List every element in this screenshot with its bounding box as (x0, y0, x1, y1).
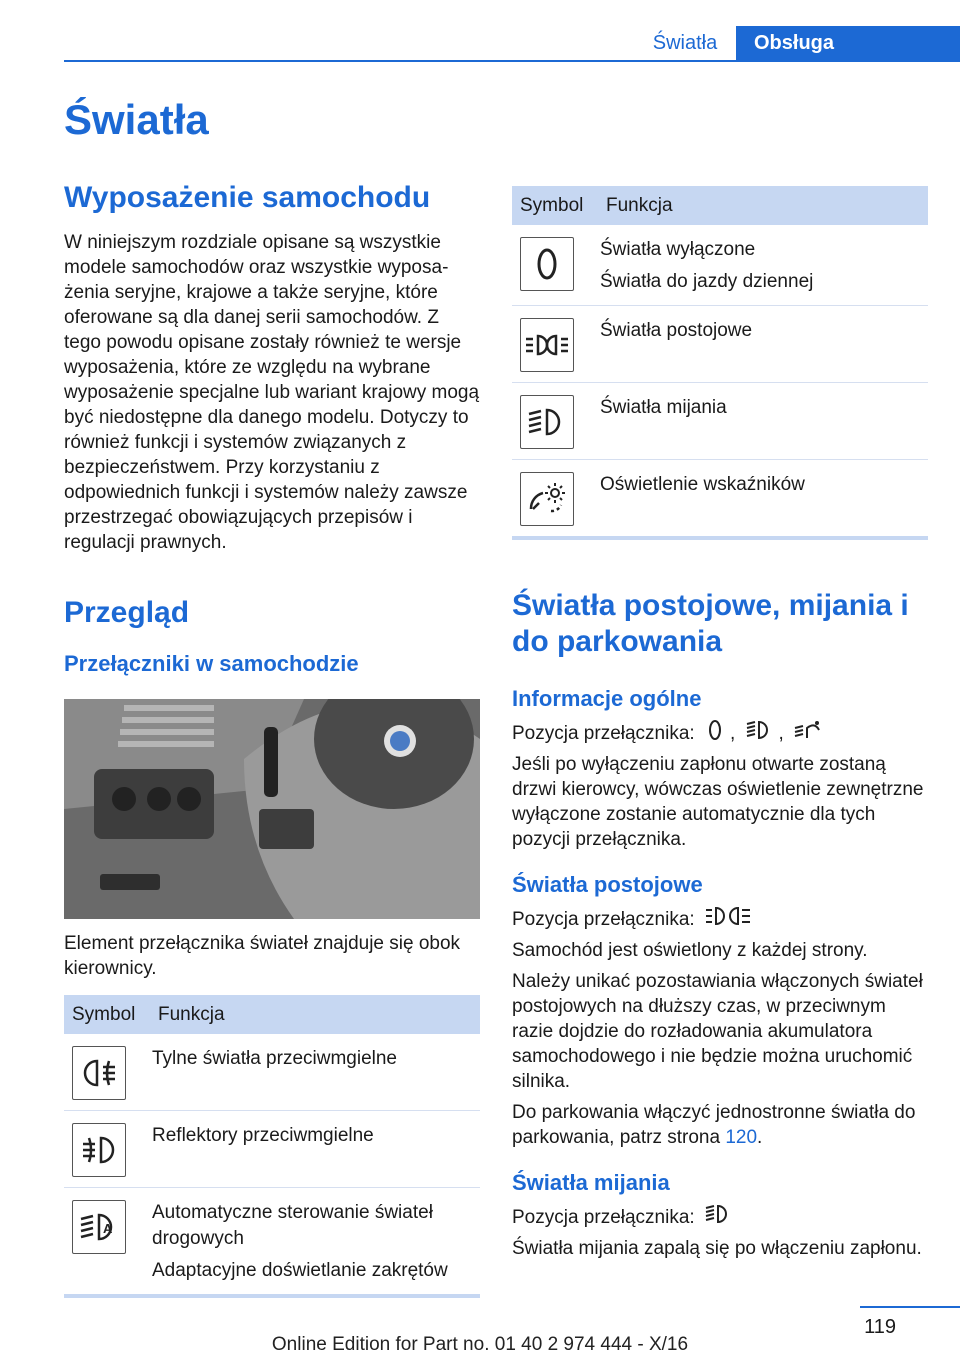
parking-light-icon (520, 318, 574, 372)
parking-light-icon (745, 718, 775, 742)
low-beam-icon (520, 395, 574, 449)
header-rule (64, 60, 960, 62)
column-header-function: Funkcja (598, 186, 928, 225)
equipment-heading: Wyposażenie samochodu (64, 181, 431, 214)
separator: , (729, 723, 736, 744)
position-label: Pozycja przełącznika: (512, 1207, 695, 1228)
instrument-lighting-icon (793, 718, 823, 742)
parking-text-3-pre: Do parkowania włączyć jednostronne światła do parkowania, patrz strona (512, 1102, 916, 1148)
parking-light-icon (704, 904, 752, 928)
section2-heading: Światła postojowe, mijania i do parkowania (512, 589, 909, 658)
function-text: Automatyczne sterowanie świateł drogowych (152, 1202, 433, 1249)
equipment-text: W niniejszym rozdziale opisane są wszystkie modele samochodów oraz wszystkie wyposażenia seryjne, krajowe a także seryjne, które oferowane są dla danej serii samochodów. Z tego powodu opisane zostały również te wersje wyposażenia, które ze względu na wybrane wyposażenie specjalne lub wariant krajowy mogą być niedostępne dla danego modelu. Dotyczy to również funkcji i systemów związanych z bezpieczeństwem. Przy korzystaniu z odpowiednich funkcji i systemów należy zawsze przestrzegać obowiązujących przepisów i regulacji prawnych. (64, 232, 480, 553)
lowbeam-position (512, 1202, 928, 1230)
svg-text:A: A (103, 1221, 113, 1236)
front-fog-light-icon (72, 1123, 126, 1177)
symbols-table-left (64, 995, 480, 1298)
lowbeam-text: Światła mijania zapalą się po włączeniu zapłonu. (512, 1238, 922, 1259)
symbols-table-right (512, 186, 928, 540)
lights-off-icon (704, 718, 726, 742)
function-text: Reflektory przeciwmgielne (152, 1125, 374, 1146)
overview-heading: Przegląd (64, 596, 190, 629)
parking-text-2: Należy unikać pozostawiania włączonych świateł postojowych na dłuższy czas, w przeciwnym razie dojdzie do rozładowania akumulatora samochodowego i nie będzie można uruchomić silnika. (512, 971, 923, 1092)
footer-edition: Online Edition for Part no. 01 40 2 974 444 - X/16 (271, 1334, 689, 1355)
parking-text-3 (512, 1100, 928, 1150)
lowbeam-heading: Światła mijania (512, 1170, 670, 1195)
position-label: Pozycja przełącznika: (512, 723, 695, 744)
instrument-lighting-icon (520, 472, 574, 526)
page-link[interactable]: 120 (725, 1127, 758, 1148)
table-row (512, 225, 928, 306)
footer-rule (860, 1306, 960, 1308)
table-row (64, 1034, 480, 1111)
rear-fog-light-icon (72, 1046, 126, 1100)
parking-position (512, 904, 928, 932)
separator: , (778, 723, 784, 744)
page-title: Światła (64, 96, 209, 143)
general-position (512, 718, 928, 746)
general-heading: Informacje ogólne (512, 686, 702, 711)
header-section-tab: Światła (652, 32, 718, 54)
position-label: Pozycja przełącznika: (512, 909, 695, 930)
function-text: Światła postojowe (600, 320, 753, 341)
header-chapter-tab: Obsługa (736, 26, 960, 62)
left-column (64, 180, 480, 1298)
table-row (512, 306, 928, 383)
general-text: Jeśli po wyłączeniu zapłonu otwarte zostaną drzwi kierowcy, wówczas oświetlenie zewnętrzne wyłączone zostanie automatycznie dla tych pozycji przełącznika. (512, 754, 924, 850)
table-row (512, 383, 928, 460)
parking-text-1: Samochód jest oświetlony z każdej strony. (512, 940, 868, 961)
photo-caption: Element przełącznika świateł znajduje się obok kierownicy. (64, 933, 461, 979)
auto-headlight-icon (72, 1200, 126, 1254)
parking-heading: Światła postojowe (512, 872, 703, 897)
dashboard-photo (64, 699, 480, 919)
switches-subheading: Przełączniki w samochodzie (64, 651, 359, 676)
table-row (64, 1111, 480, 1188)
function-text: Światła wyłączone (600, 239, 756, 260)
page-number: 119 (864, 1316, 896, 1338)
table-row (512, 460, 928, 539)
column-header-symbol: Symbol (512, 186, 598, 225)
function-text: Światła do jazdy dziennej (600, 271, 814, 292)
lights-off-icon (520, 237, 574, 291)
function-text: Oświetlenie wskaźników (600, 474, 805, 495)
function-text: Światła mijania (600, 397, 727, 418)
function-text: Adaptacyjne doświetlanie zakrętów (152, 1260, 448, 1281)
parking-text-3-post: . (757, 1127, 763, 1148)
steering-wheel-illustration (64, 699, 480, 919)
column-header-function: Funkcja (150, 995, 480, 1034)
low-beam-icon (704, 1202, 734, 1226)
column-header-symbol: Symbol (64, 995, 150, 1034)
function-text: Tylne światła przeciwmgielne (152, 1048, 397, 1069)
right-column (512, 186, 928, 1261)
table-row (64, 1188, 480, 1297)
